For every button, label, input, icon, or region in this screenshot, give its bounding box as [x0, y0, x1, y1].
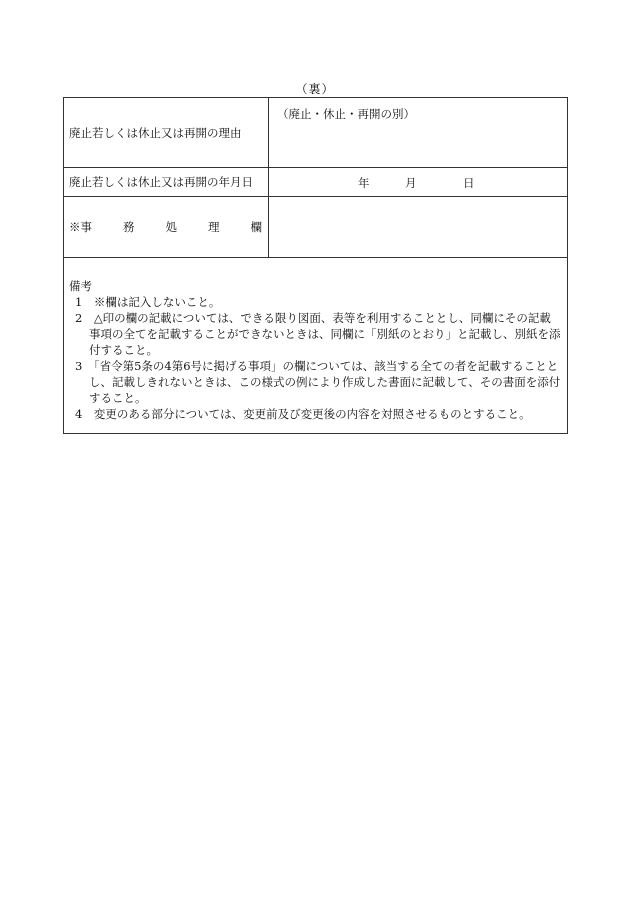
notes-heading: 備考 — [69, 279, 92, 293]
office-use-char: 務 — [123, 220, 135, 234]
office-use-row — [64, 197, 568, 258]
office-use-char: 理 — [208, 220, 220, 234]
reason-field[interactable] — [269, 98, 568, 168]
year-unit: 年 — [358, 176, 370, 190]
note-item: 2 △印の欄の記載については、できる限り図面、表等を利用することとし、同欄にその記載事項の全てを記載することができないときは、同欄に「別紙のとおり」と記載し、別紙を添付すること。 — [75, 311, 561, 357]
form-table — [63, 97, 568, 434]
note-item: 1 ※欄は記入しないこと。 — [75, 295, 221, 309]
office-use-char: ※事 — [69, 220, 92, 234]
date-field[interactable] — [269, 168, 568, 197]
page-side-label: （裏） — [295, 82, 335, 96]
day-unit: 日 — [463, 176, 475, 190]
office-use-label — [64, 197, 269, 258]
note-item: 3 「省令第5条の4第6号に掲げる事項」の欄については、該当する全ての者を記載することとし、記載しきれないときは、この様式の例により作成した書面に記載して、その書面を添付すること。 — [75, 359, 561, 405]
notes-section — [64, 258, 568, 434]
notes-row — [64, 258, 568, 434]
date-label: 廃止若しくは休止又は再開の年月日 — [64, 168, 269, 197]
reason-type-hint: （廃止・休止・再開の別） — [277, 107, 415, 121]
office-use-field — [269, 197, 568, 258]
office-use-char: 処 — [165, 220, 177, 234]
month-unit: 月 — [405, 176, 417, 190]
office-use-char: 欄 — [250, 220, 262, 234]
date-row — [64, 168, 568, 197]
note-item: 4 変更のある部分については、変更前及び変更後の内容を対照させるものとすること。 — [75, 407, 531, 421]
reason-label: 廃止若しくは休止又は再開の理由 — [64, 98, 269, 168]
reason-row — [64, 98, 568, 168]
